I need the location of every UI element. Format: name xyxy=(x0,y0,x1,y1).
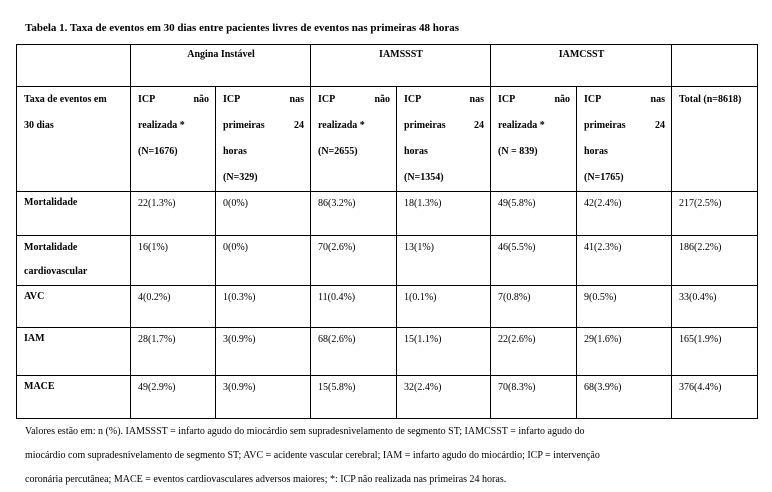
cell: 186(2.2%) xyxy=(672,236,758,286)
cell: 22(1.3%) xyxy=(131,192,216,236)
cell: 41(2.3%) xyxy=(577,236,672,286)
col-header-c4: ICP nas primeiras 24 horas (N=1354) xyxy=(397,87,491,192)
cell: 49(5.8%) xyxy=(491,192,577,236)
col-header-c3: ICP não realizada * (N=2655) xyxy=(311,87,397,192)
cell: 376(4.4%) xyxy=(672,376,758,419)
table-row xyxy=(17,376,758,419)
empty-total-cell xyxy=(672,45,758,87)
row-label-mortalidade-cardiovascular: Mortalidade cardiovascular xyxy=(17,236,131,286)
cell: 68(2.6%) xyxy=(311,328,397,376)
cell: 68(3.9%) xyxy=(577,376,672,419)
cell: 15(5.8%) xyxy=(311,376,397,419)
cell: 42(2.4%) xyxy=(577,192,672,236)
cell: 0(0%) xyxy=(216,192,311,236)
row-label-avc: AVC xyxy=(17,286,131,328)
cell: 9(0.5%) xyxy=(577,286,672,328)
cell: 1(0.1%) xyxy=(397,286,491,328)
row-header-cell: Taxa de eventos em 30 dias xyxy=(17,87,131,192)
cell: 28(1.7%) xyxy=(131,328,216,376)
table-row xyxy=(17,286,758,328)
cell: 3(0.9%) xyxy=(216,328,311,376)
col-header-c5: ICP não realizada * (N = 839) xyxy=(491,87,577,192)
column-header-row xyxy=(17,87,758,192)
group-angina-instavel: Angina Instável xyxy=(131,45,311,87)
cell: 70(2.6%) xyxy=(311,236,397,286)
cell: 16(1%) xyxy=(131,236,216,286)
col-header-c2: ICP nas primeiras 24 horas (N=329) xyxy=(216,87,311,192)
cell: 29(1.6%) xyxy=(577,328,672,376)
row-label-iam: IAM xyxy=(17,328,131,376)
cell: 86(3.2%) xyxy=(311,192,397,236)
group-iamssst: IAMSSST xyxy=(311,45,491,87)
cell: 32(2.4%) xyxy=(397,376,491,419)
table-row xyxy=(17,328,758,376)
cell: 18(1.3%) xyxy=(397,192,491,236)
col-header-total: Total (n=8618) xyxy=(672,87,758,192)
footnote-line: miocárdio com supradesnivelamento de segmento ST; AVC = acidente vascular cerebral; IAM = infarto agudo do miocárdio; ICP = intervenção xyxy=(25,450,600,461)
row-label-mace: MACE xyxy=(17,376,131,419)
group-header-row xyxy=(17,45,758,87)
cell: 217(2.5%) xyxy=(672,192,758,236)
cell: 49(2.9%) xyxy=(131,376,216,419)
events-table xyxy=(16,44,758,419)
cell: 4(0.2%) xyxy=(131,286,216,328)
table-title: Tabela 1. Taxa de eventos em 30 dias entre pacientes livres de eventos nas primeiras 48 horas xyxy=(25,22,459,34)
empty-corner-cell xyxy=(17,45,131,87)
footnote-line: coronária percutânea; MACE = eventos cardiovasculares adversos maiores; *: ICP não realizada nas primeiras 24 horas. xyxy=(25,474,507,485)
table-row xyxy=(17,192,758,236)
cell: 13(1%) xyxy=(397,236,491,286)
cell: 0(0%) xyxy=(216,236,311,286)
cell: 3(0.9%) xyxy=(216,376,311,419)
cell: 46(5.5%) xyxy=(491,236,577,286)
footnote-line: Valores estão em: n (%). IAMSSST = infarto agudo do miocárdio sem supradesnivelamento de segmento ST; IAMCSST = infarto agudo do xyxy=(25,426,585,437)
cell: 7(0.8%) xyxy=(491,286,577,328)
cell: 165(1.9%) xyxy=(672,328,758,376)
cell: 1(0.3%) xyxy=(216,286,311,328)
cell: 15(1.1%) xyxy=(397,328,491,376)
cell: 11(0.4%) xyxy=(311,286,397,328)
group-iamcsst: IAMCSST xyxy=(491,45,672,87)
table-footnote xyxy=(25,420,667,492)
row-label-mortalidade: Mortalidade xyxy=(17,192,131,236)
col-header-c6: ICP nas primeiras 24 horas (N=1765) xyxy=(577,87,672,192)
cell: 22(2.6%) xyxy=(491,328,577,376)
table-row xyxy=(17,236,758,286)
cell: 33(0.4%) xyxy=(672,286,758,328)
col-header-c1: ICP não realizada * (N=1676) xyxy=(131,87,216,192)
cell: 70(8.3%) xyxy=(491,376,577,419)
